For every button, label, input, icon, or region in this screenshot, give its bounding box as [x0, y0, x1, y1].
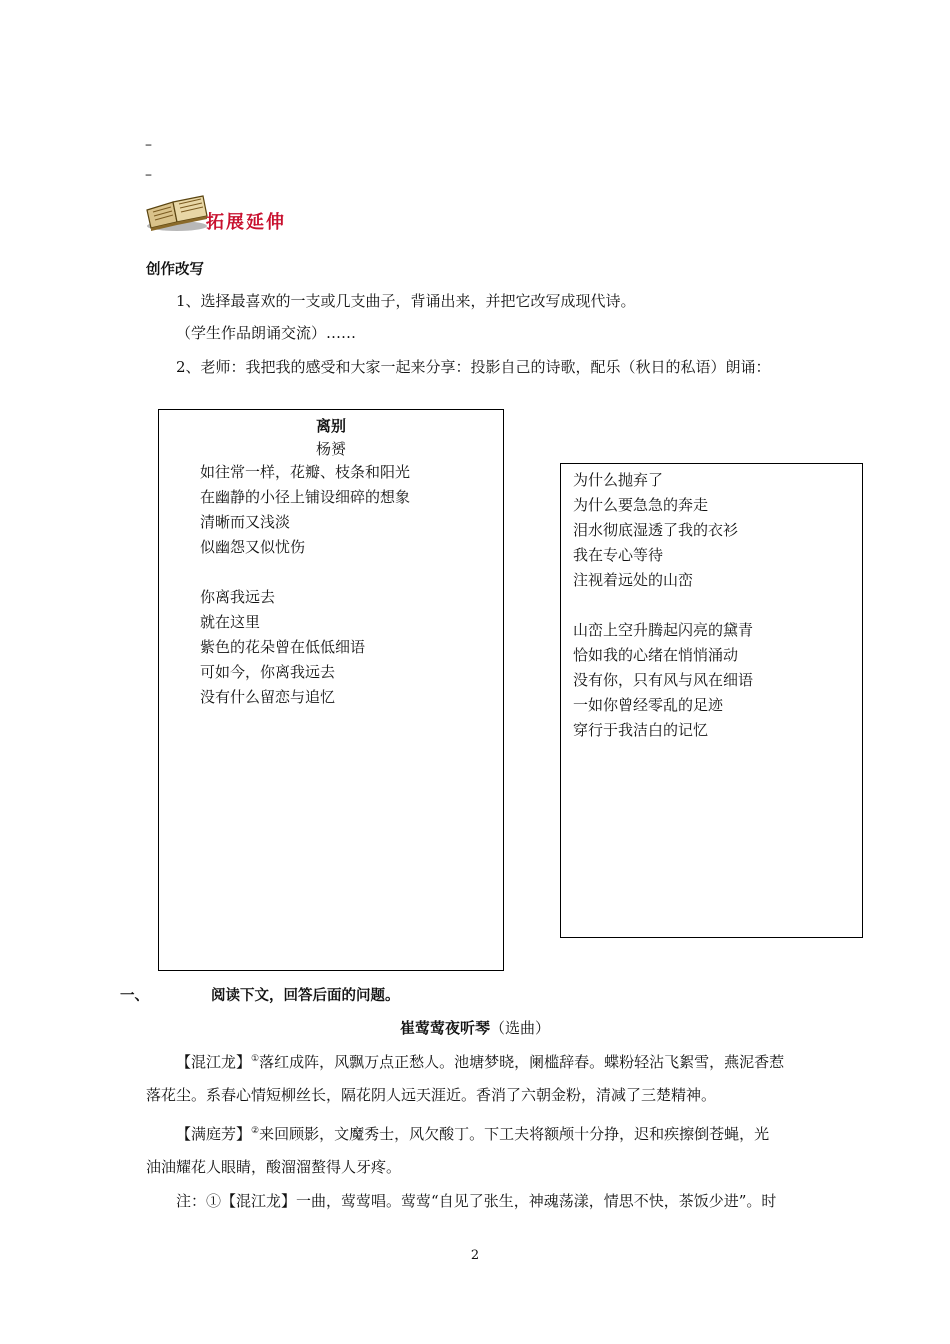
stray-dash-mark: – — [145, 167, 152, 183]
poem-line: 可如今，你离我远去 — [200, 663, 336, 681]
poem-title: 离别 — [315, 417, 346, 435]
section-number: 一、 — [120, 988, 149, 1004]
qupai-tag: 【混江龙】 — [221, 1192, 297, 1210]
poem-line: 你离我远去 — [200, 588, 276, 606]
qupai-tag: 【混江龙】 — [176, 1053, 252, 1071]
para-text: 来回顾影，文魔秀士，风欠酸丁。下工夫将额颅十分挣，迟和疾擦倒苍蝇，光 — [259, 1125, 770, 1143]
reading-para-1-line-1 — [176, 1049, 836, 1072]
reading-para-2-line-1 — [176, 1121, 836, 1144]
reading-title — [0, 1017, 950, 1038]
creative-item-1: 1、选择最喜欢的一支或几支曲子，背诵出来，并把它改写成现代诗。 — [176, 292, 636, 310]
reading-para-2-line-2: 油油耀花人眼睛，酸溜溜螯得人牙疼。 — [146, 1158, 402, 1176]
stray-dash-mark: – — [145, 137, 152, 153]
poem-box-right — [560, 463, 863, 938]
poem-line: 如往常一样，花瓣、枝条和阳光 — [200, 463, 411, 481]
poem-author: 杨赟 — [315, 440, 346, 458]
reading-title-note: （选曲） — [490, 1019, 551, 1037]
reading-title-main: 崔莺莺夜听琴 — [399, 1019, 490, 1037]
poem-line: 穿行于我洁白的记忆 — [573, 721, 709, 739]
open-book-icon — [143, 188, 211, 232]
poem-line: 就在这里 — [200, 613, 261, 631]
poem-right-lines — [573, 468, 862, 743]
poem-line: 山峦上空升腾起闪亮的黛青 — [573, 621, 754, 639]
poem-line: 在幽静的小径上铺设细碎的想象 — [200, 488, 411, 506]
creative-item-1-note: （学生作品朗诵交流）…… — [176, 324, 357, 342]
note-prefix: 注：① — [176, 1192, 222, 1210]
poem-line — [200, 560, 503, 585]
poem-line: 为什么要急急的奔走 — [573, 496, 709, 514]
para-text: 落红成阵，风飘万点正愁人。池塘梦晓，阑槛辞春。蝶粉轻沾飞絮雪，燕泥香惹 — [259, 1053, 785, 1071]
poem-left-lines — [200, 460, 503, 710]
poem-line — [573, 593, 862, 618]
reading-para-1-line-2: 落花尘。系春心情短柳丝长，隔花阴人远天涯近。香消了六朝金粉，清减了三楚精神。 — [146, 1086, 717, 1104]
reading-instruction: 阅读下文，回答后面的问题。 — [211, 988, 400, 1004]
section-banner-title: 拓展延伸 — [206, 212, 286, 233]
poem-line: 我在专心等待 — [573, 546, 664, 564]
qupai-tag: 【满庭芳】 — [176, 1125, 252, 1143]
poem-line: 一如你曾经零乱的足迹 — [573, 696, 724, 714]
poem-line: 清晰而又浅淡 — [200, 513, 291, 531]
page-number: 2 — [470, 1248, 480, 1263]
poem-line: 没有什么留恋与追忆 — [200, 688, 336, 706]
poem-line: 泪水彻底湿透了我的衣衫 — [573, 521, 739, 539]
poem-line: 没有你，只有风与风在细语 — [573, 671, 754, 689]
poem-line: 紫色的花朵曾在低低细语 — [200, 638, 366, 656]
creative-heading: 创作改写 — [146, 262, 204, 278]
footnote-marker: ② — [251, 1126, 260, 1136]
poem-line: 注视着远处的山峦 — [573, 571, 694, 589]
poem-box-left — [158, 409, 504, 971]
poem-line: 恰如我的心绪在悄悄涌动 — [573, 646, 739, 664]
note-text: 一曲，莺莺唱。莺莺“自见了张生，神魂荡漾，情思不快，茶饭少进”。时 — [296, 1192, 777, 1210]
poem-line: 为什么抛弃了 — [573, 471, 664, 489]
creative-item-2: 2、老师：我把我的感受和大家一起来分享：投影自己的诗歌，配乐（秋日的私语）朗诵： — [176, 358, 771, 376]
footnote-marker: ① — [251, 1054, 260, 1064]
reading-note — [176, 1191, 836, 1211]
poem-line: 似幽怨又似忧伤 — [200, 538, 306, 556]
